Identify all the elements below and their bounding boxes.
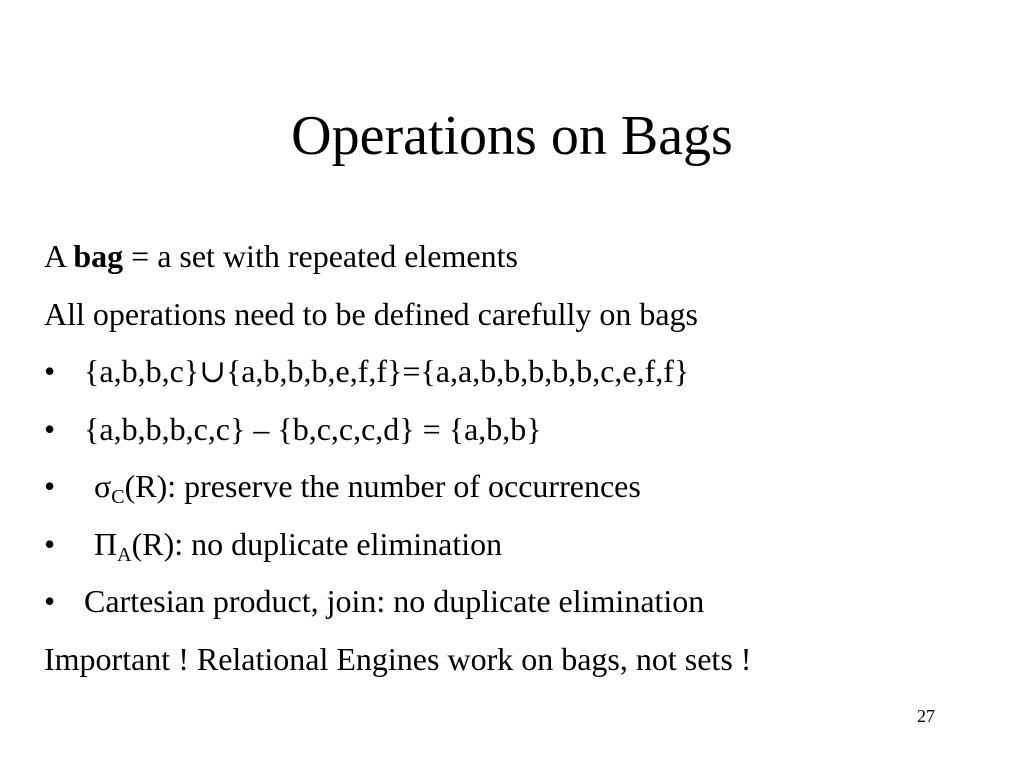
pi-symbol: Π bbox=[94, 525, 118, 562]
selection-subscript: C bbox=[111, 486, 125, 508]
bullet-cartesian bbox=[44, 573, 1004, 631]
bullet-projection-text: (R): no duplicate elimination bbox=[131, 525, 503, 562]
bag-definition-prefix: A bbox=[44, 238, 74, 274]
bullet-selection bbox=[44, 458, 1004, 516]
bullet-projection bbox=[44, 516, 1004, 574]
bag-definition-suffix: = a set with repeated elements bbox=[123, 238, 518, 274]
bullet-difference-text: {a,b,b,b,c,c} – {b,c,c,c,d} = {a,b,b} bbox=[84, 410, 542, 447]
projection-subscript: A bbox=[117, 543, 132, 566]
bullet-difference bbox=[44, 401, 1004, 459]
important-note-line: Important ! Relational Engines work on bags, not sets ! bbox=[44, 640, 752, 677]
bullet-union bbox=[44, 343, 1004, 401]
bullet-icon: • bbox=[44, 410, 56, 447]
sigma-symbol: σ bbox=[94, 468, 112, 504]
operations-intro-line: All operations need to be defined carefully on bags bbox=[44, 295, 698, 332]
bullet-icon: • bbox=[44, 468, 56, 504]
slide-body bbox=[44, 228, 1004, 688]
bag-term: bag bbox=[73, 238, 124, 274]
bullet-icon: • bbox=[44, 583, 56, 619]
bullet-icon: • bbox=[44, 525, 56, 562]
page-number: 27 bbox=[917, 706, 935, 726]
slide-title: Operations on Bags bbox=[291, 105, 733, 167]
bullet-cartesian-text: Cartesian product, join: no duplicate elimination bbox=[84, 583, 705, 619]
bullet-selection-text: (R): preserve the number of occurrences bbox=[124, 468, 641, 504]
bullet-icon: • bbox=[44, 353, 56, 389]
bullet-union-text: {a,b,b,c}∪{a,b,b,b,e,f,f}={a,a,b,b,b,b,b,c,e,f,f} bbox=[84, 353, 690, 389]
bag-definition-line bbox=[44, 228, 1004, 286]
